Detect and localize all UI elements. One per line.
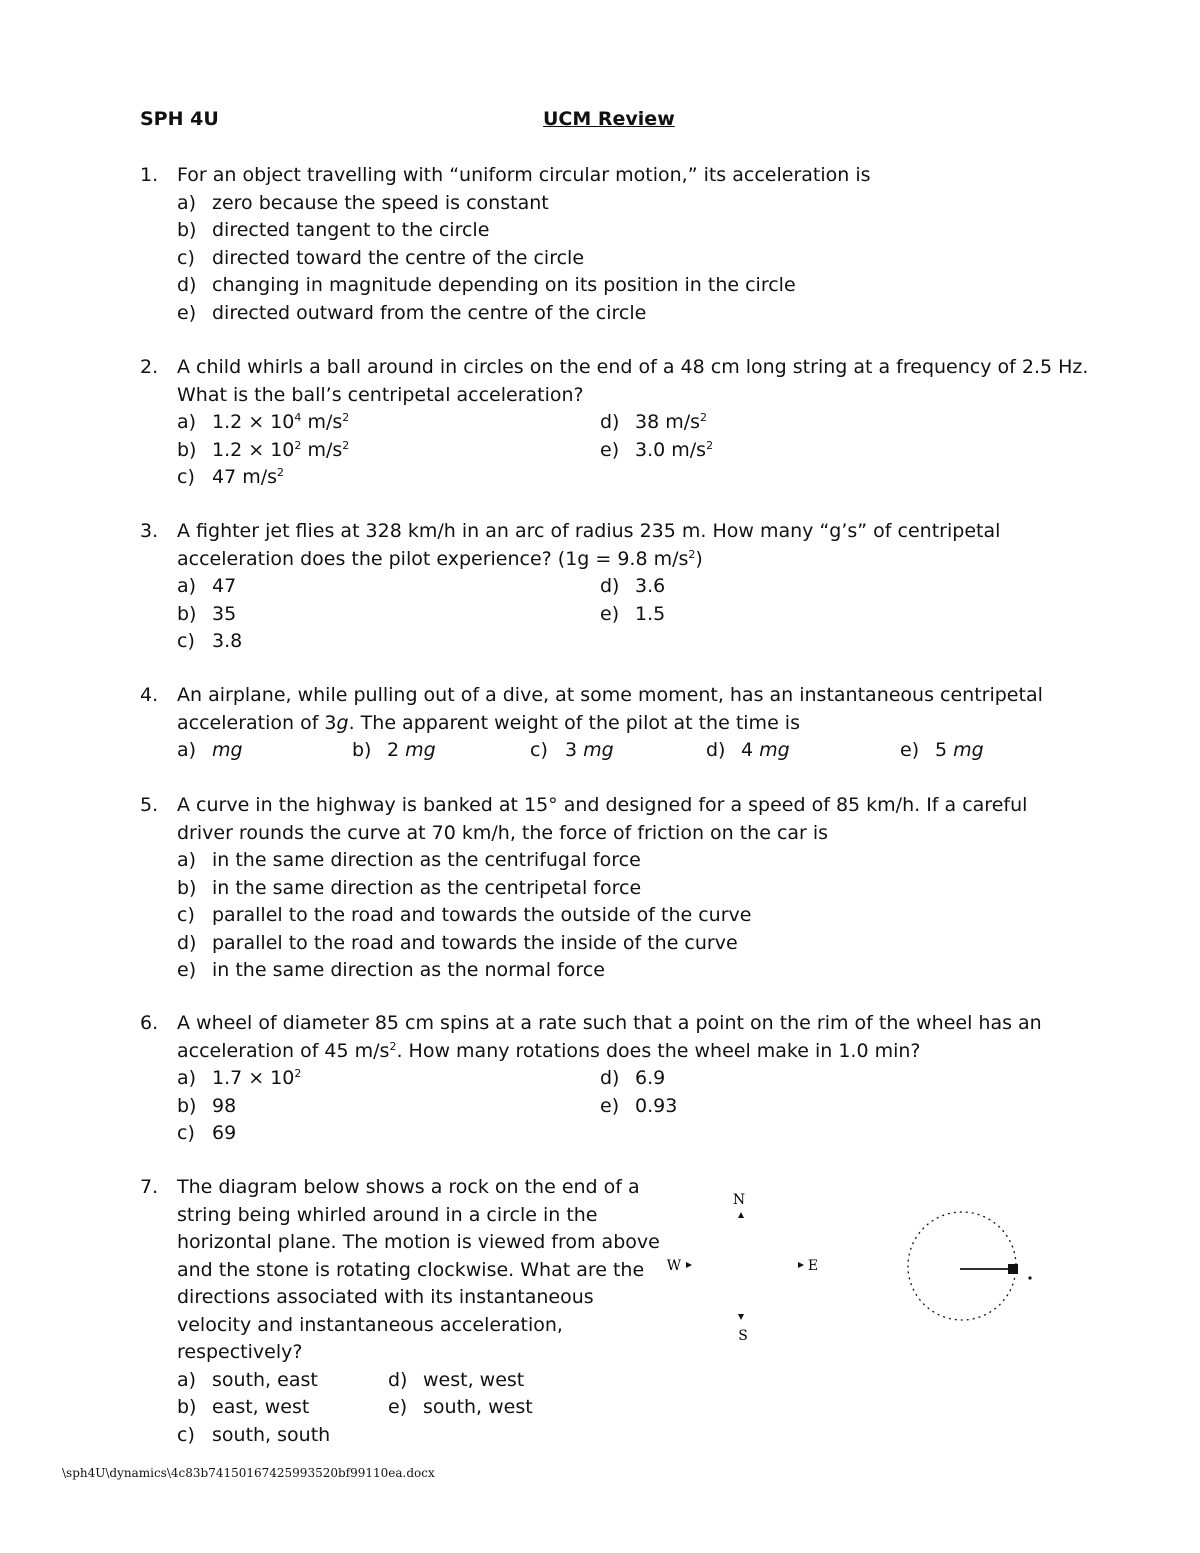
question-text: string being whirled around in a circle in the <box>177 1203 598 1226</box>
course-code: SPH 4U <box>140 108 219 130</box>
compass-north-label: N <box>732 1192 746 1208</box>
question-text: velocity and instantaneous acceleration, <box>177 1313 563 1336</box>
compass-north-arrow-icon <box>738 1212 744 1218</box>
question-text: A curve in the highway is banked at 15° and designed for a speed of 85 km/h. If a careful <box>177 794 1028 816</box>
question-number: 1. <box>140 164 159 186</box>
question-number: 3. <box>140 520 159 542</box>
compass-west-arrow-icon <box>686 1262 692 1268</box>
question-text: acceleration does the pilot experience? (1g = 9.8 $m/s^2$) <box>177 547 703 570</box>
question-number: 4. <box>140 684 159 706</box>
question-text: A child whirls a ball around in circles on the end of a 48 cm long string at a frequency of 2.5 Hz. <box>177 356 1089 378</box>
question-7: 7. The diagram below shows a rock on the end of a string being whirled around in a circle in the horizontal plane. The motion is viewed from above and the stone is rotating clockwise. What are the directions associated with its instantaneous velocity and instantaneous acceleration, respectively? a) south, east d) west, west b) east, west e) south, west c) south, south <box>140 1176 660 1446</box>
question-text: respectively? <box>177 1341 303 1363</box>
compass-east-label: E <box>807 1258 819 1274</box>
circular-path <box>908 1212 1016 1320</box>
question-text: What is the ball’s centripetal acceleration? <box>177 383 584 406</box>
question-number: 2. <box>140 356 159 378</box>
question-text: A fighter jet flies at 328 km/h in an arc of radius 235 m. How many “g’s” of centripetal <box>177 520 1001 542</box>
compass <box>667 1192 818 1344</box>
question-6: 6. A wheel of diameter 85 cm spins at a rate such that a point on the rim of the wheel has an acceleration of 45 $m/s^2$. How many rotations does the wheel make in 1.0 min? a) $1.7 \times 10^2$ d) 6.9 b) 98 e) 0.93 c) 69 <box>140 1012 1042 1144</box>
page-title: UCM Review <box>543 108 675 130</box>
compass-south-label: S <box>738 1328 748 1344</box>
question-text: An airplane, while pulling out of a dive, at some moment, has an instantaneous centripetal <box>177 684 1043 706</box>
question-text: acceleration of 45 $m/s^2$. How many rotations does the wheel make in 1.0 min? <box>177 1039 921 1062</box>
question-1: 1. For an object travelling with “uniform circular motion,” its acceleration is a) zero because the speed is constant b) directed tangent to the circle c) directed toward the centre of the circle d) changing in magnitude depending on its position in the circle e) directed outward from the centre of the circle <box>140 164 871 324</box>
file-path-footer: \sph4U\dynamics\4c83b74150167425993520bf99110ea.docx <box>62 1466 435 1480</box>
rock <box>1008 1264 1018 1274</box>
rock-marker-dot <box>1028 1276 1031 1279</box>
compass-south-arrow-icon <box>738 1314 744 1320</box>
question-text: acceleration of 3g. The apparent weight of the pilot at the time is <box>177 711 800 734</box>
question-2: 2. A child whirls a ball around in circles on the end of a 48 cm long string at a frequency of 2.5 Hz. What is the ball’s centripetal acceleration? a) $1.2 \times 10^4$ $m/s^2$ d) 38 $m/s^2$ b) $1.2 \times 10^2$ $m/s^2$ e) 3.0 $m/s^2$ c) 47 $m/s^2$ <box>140 356 1089 488</box>
question-text: For an object travelling with “uniform circular motion,” its acceleration is <box>177 164 871 186</box>
compass-east-arrow-icon <box>798 1262 804 1268</box>
question-4: 4. An airplane, while pulling out of a dive, at some moment, has an instantaneous centripetal acceleration of 3g. The apparent weight of the pilot at the time is a) mg b) 2 mg c) 3 mg d) 4 mg e) 5 mg <box>140 684 1043 761</box>
question-3: 3. A fighter jet flies at 328 km/h in an arc of radius 235 m. How many “g’s” of centripetal acceleration does the pilot experience? (1g = 9.8 $m/s^2$) a) 47 d) 3.6 b) 35 e) 1.5 c) 3.8 <box>140 520 1001 652</box>
question-text: driver rounds the curve at 70 km/h, the force of friction on the car is <box>177 821 829 844</box>
question-number: 5. <box>140 794 159 816</box>
question-text: and the stone is rotating clockwise. What are the <box>177 1258 645 1281</box>
question-number: 6. <box>140 1012 159 1034</box>
compass-west-label: W <box>666 1258 682 1274</box>
question-text: horizontal plane. The motion is viewed from above <box>177 1231 660 1253</box>
question-5: 5. A curve in the highway is banked at 15° and designed for a speed of 85 km/h. If a careful driver rounds the curve at 70 km/h, the force of friction on the car is a) in the same direction as the centrifugal force b) in the same direction as the centripetal force c) parallel to the road and towards the outside of the curve d) parallel to the road and towards the inside of the curve e) in the same direction as the normal force <box>140 794 1028 981</box>
question-text: The diagram below shows a rock on the end of a <box>177 1176 640 1198</box>
question-number: 7. <box>140 1176 159 1198</box>
question-text: directions associated with its instantaneous <box>177 1286 594 1308</box>
circular-motion-diagram <box>650 1178 1050 1358</box>
question-text: A wheel of diameter 85 cm spins at a rate such that a point on the rim of the wheel has an <box>177 1012 1042 1034</box>
